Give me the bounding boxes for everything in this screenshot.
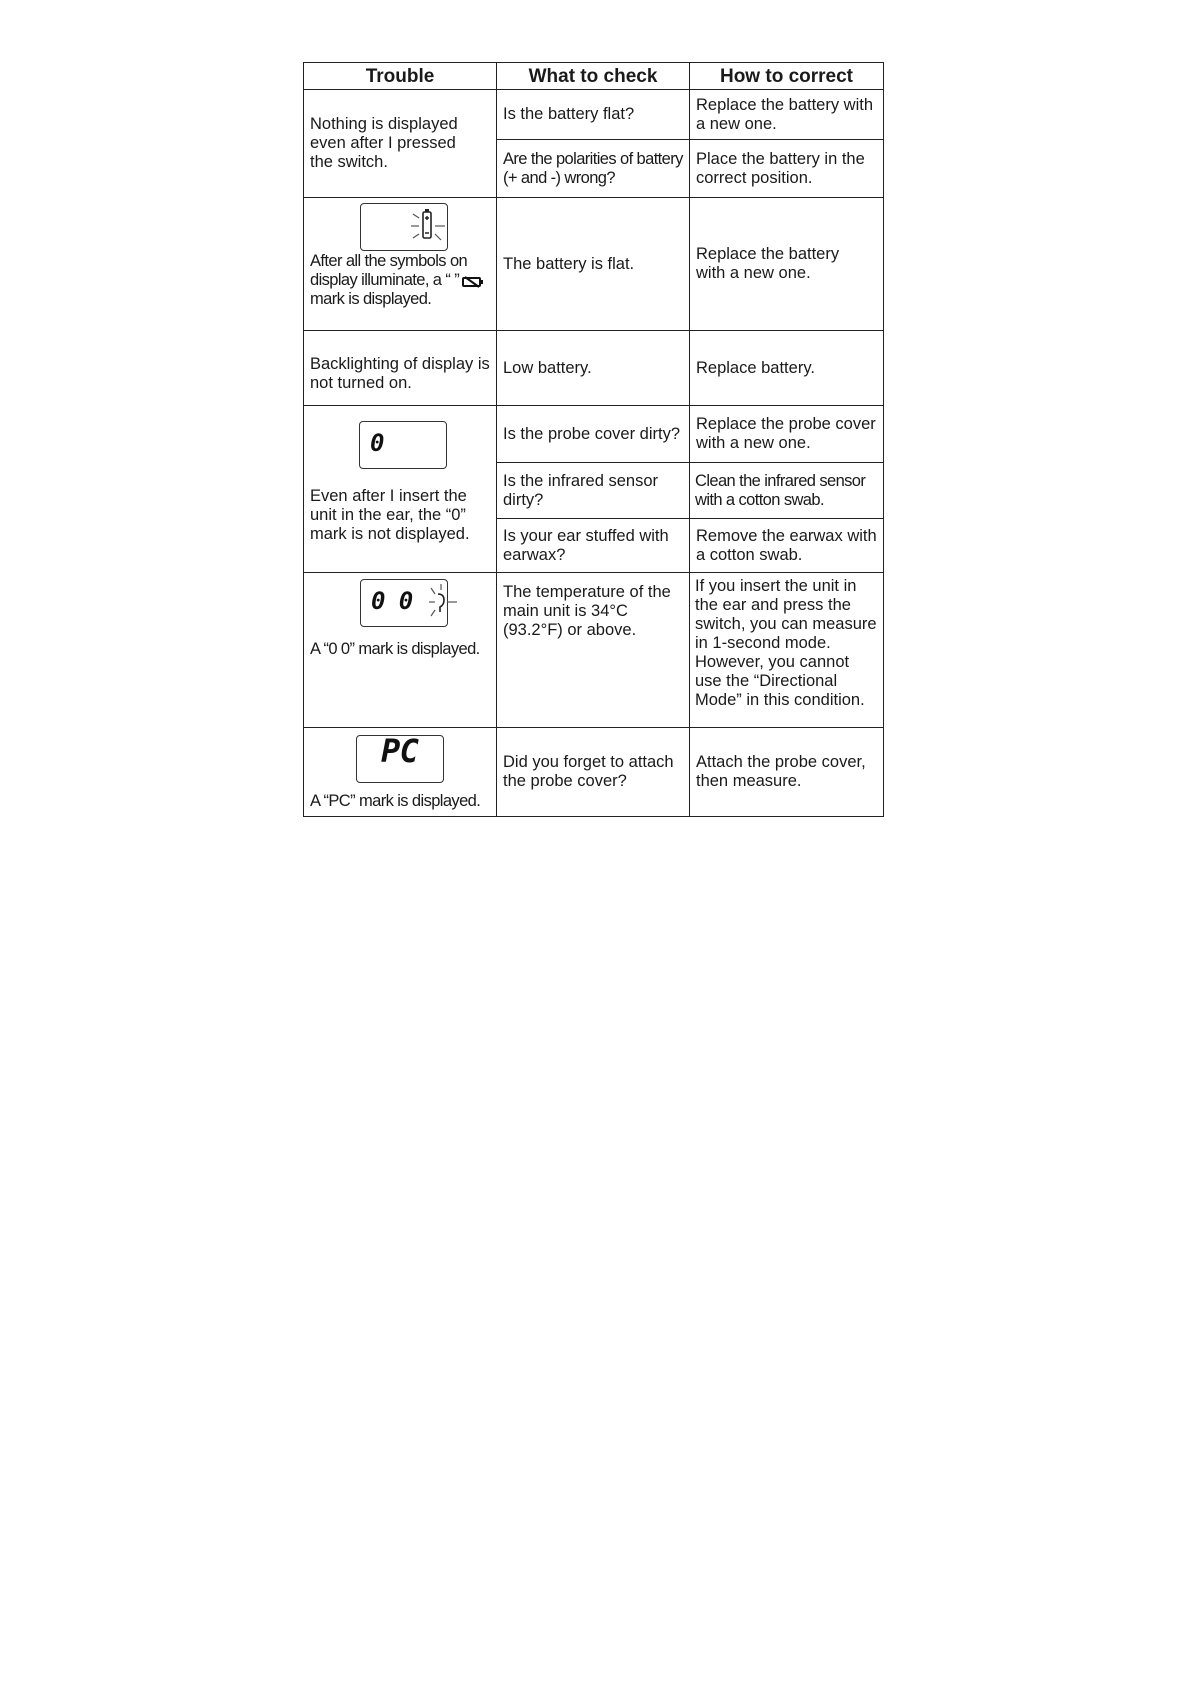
lcd-display bbox=[359, 421, 447, 469]
header-trouble: Trouble bbox=[304, 63, 497, 90]
trouble-cell bbox=[304, 406, 497, 573]
correct-cell: Attach the probe cover, then measure. bbox=[690, 728, 884, 817]
battery-low-icon bbox=[462, 276, 484, 288]
trouble-text: After all the symbols on display illuminate, a “ ” mark is displayed. bbox=[310, 252, 468, 308]
header-how-to-correct: How to correct bbox=[690, 63, 884, 90]
trouble-cell bbox=[304, 728, 497, 817]
table-row bbox=[304, 406, 884, 463]
check-cell: Is the probe cover dirty? bbox=[497, 406, 690, 463]
check-cell: Low battery. bbox=[497, 331, 690, 406]
trouble-text: A “0 0” mark is displayed. bbox=[310, 640, 480, 658]
lcd-digits: PC bbox=[381, 732, 419, 770]
table-header-row bbox=[304, 63, 884, 90]
correct-cell: Place the battery in the correct position. bbox=[690, 140, 884, 198]
check-cell: Is your ear stuffed with earwax? bbox=[497, 519, 690, 573]
correct-cell: Clean the infrared sensor with a cotton swab. bbox=[690, 463, 884, 519]
check-cell: Are the polarities of battery (+ and -) wrong? bbox=[497, 140, 690, 198]
trouble-text: A “PC” mark is displayed. bbox=[310, 792, 481, 810]
correct-cell: Replace the probe cover with a new one. bbox=[690, 406, 884, 463]
check-cell: Is the infrared sensor dirty? bbox=[497, 463, 690, 519]
lcd-digits: 0 bbox=[370, 429, 385, 457]
table-row bbox=[304, 573, 884, 728]
lcd-digits: 0 0 bbox=[371, 587, 413, 615]
header-what-to-check: What to check bbox=[497, 63, 690, 90]
correct-cell: Replace the battery with a new one. bbox=[690, 198, 884, 331]
check-cell: Is the battery flat? bbox=[497, 90, 690, 140]
lcd-display bbox=[360, 579, 448, 627]
trouble-cell bbox=[304, 198, 497, 331]
check-cell: Did you forget to attach the probe cover? bbox=[497, 728, 690, 817]
lcd-display bbox=[356, 732, 444, 783]
trouble-cell bbox=[304, 90, 497, 198]
blinking-battery-icon bbox=[405, 204, 451, 250]
correct-cell: If you insert the unit in the ear and press the switch, you can measure in 1-second mode. However, you cannot use the “Directional Mode” in this condition. bbox=[690, 573, 884, 728]
check-cell: The battery is flat. bbox=[497, 198, 690, 331]
table-row bbox=[304, 728, 884, 817]
table-row bbox=[304, 90, 884, 140]
trouble-text: Even after I insert the unit in the ear, the “0” mark is not displayed. bbox=[310, 487, 470, 543]
table-row bbox=[304, 331, 884, 406]
table-row bbox=[304, 198, 884, 331]
trouble-cell: Backlighting of display is not turned on. bbox=[304, 331, 497, 406]
lcd-display bbox=[360, 203, 448, 251]
troubleshooting-table bbox=[303, 62, 884, 817]
correct-cell: Replace the battery with a new one. bbox=[690, 90, 884, 140]
trouble-text: Nothing is displayed even after I pressed the switch. bbox=[310, 115, 458, 171]
trouble-cell bbox=[304, 573, 497, 728]
blinking-ear-icon bbox=[421, 580, 461, 626]
correct-cell: Replace battery. bbox=[690, 331, 884, 406]
correct-cell: Remove the earwax with a cotton swab. bbox=[690, 519, 884, 573]
check-cell: The temperature of the main unit is 34°C (93.2°F) or above. bbox=[497, 573, 690, 728]
